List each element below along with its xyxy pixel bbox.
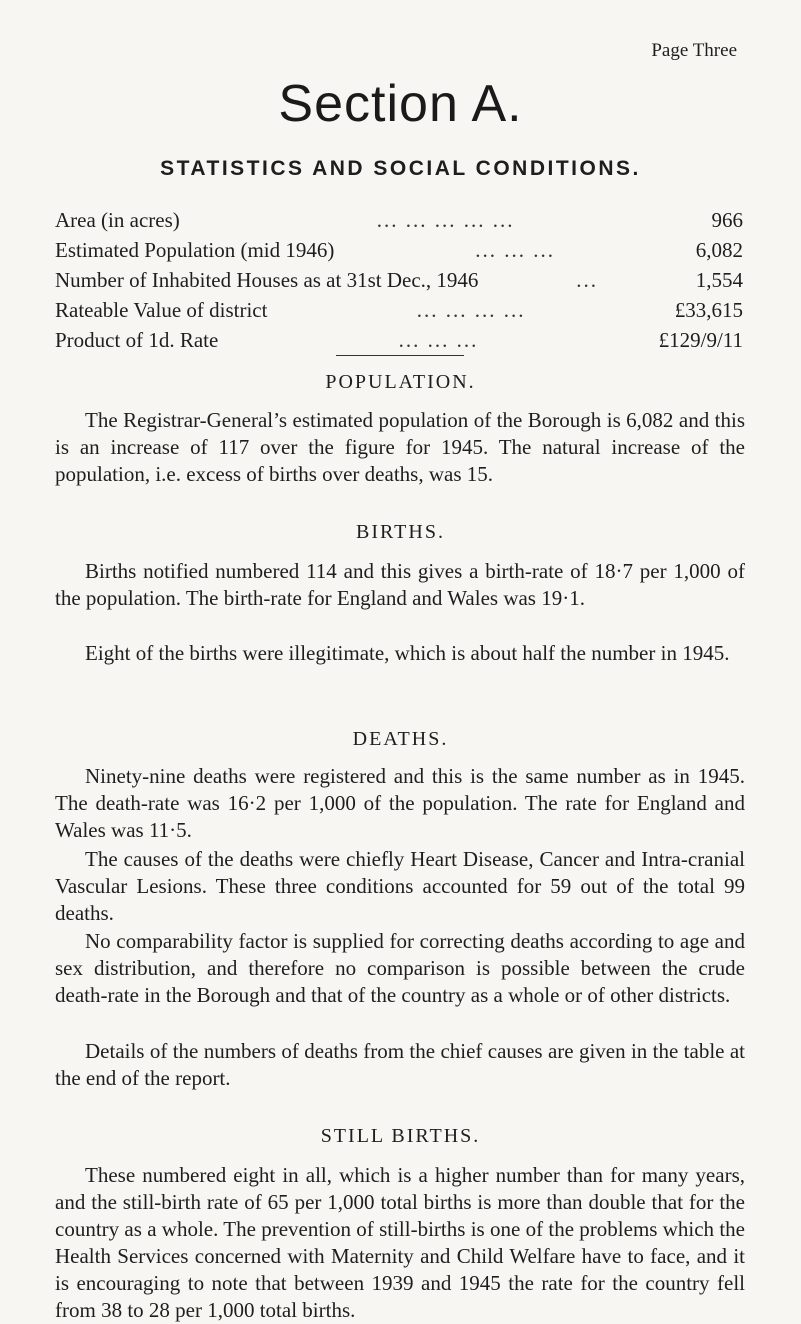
stat-leader-dots: ... ... ... <box>398 328 479 352</box>
section-title: Section A. <box>278 75 523 133</box>
stat-value: £129/9/11 <box>658 328 743 352</box>
divider-rule <box>336 355 464 356</box>
section-subtitle: STATISTICS AND SOCIAL CONDITIONS. <box>160 157 641 180</box>
statistics-list <box>55 205 743 355</box>
paragraph-deaths-details: Details of the numbers of deaths from the chief causes are given in the table at the end of the report. <box>55 1039 745 1090</box>
stat-value: 6,082 <box>695 238 743 262</box>
stat-row-area <box>55 205 743 235</box>
stat-value: £33,615 <box>674 298 743 322</box>
stat-row-houses <box>55 265 743 295</box>
stat-label: Product of 1d. Rate <box>55 328 219 352</box>
heading-population: POPULATION. <box>325 371 476 393</box>
stat-row-population <box>55 235 743 265</box>
page-number: Page Three <box>651 40 737 61</box>
heading-deaths: DEATHS. <box>352 728 449 750</box>
stat-row-penny-rate <box>55 325 743 355</box>
stat-leader-dots: ... ... ... ... <box>416 298 526 322</box>
paragraph-still-births: These numbered eight in all, which is a higher number than for many years, and the still-birth rate of 65 per 1,000 total births is more than double that for the country as a whole. The prevention of still-births is one of the problems which the Health Services concerned with Maternity and Child Welfare have to face, and it is encouraging to note that between 1939 and 1945 the rate for the country fell from 38 to 28 per 1,000 total births. <box>55 1163 745 1322</box>
stat-leader-dots: ... ... ... ... ... <box>376 208 515 232</box>
paragraph-population: The Registrar-General’s estimated population of the Borough is 6,082 and this is an increase of 117 over the figure for 1945. The natural increase of the population, i.e. excess of births over deaths, was 15. <box>55 408 745 486</box>
stat-label: Area (in acres) <box>55 208 180 232</box>
heading-births: BIRTHS. <box>356 521 445 543</box>
paragraph-births-illegitimate: Eight of the births were illegitimate, which is about half the number in 1945. <box>85 641 730 665</box>
paragraph-deaths-causes: The causes of the deaths were chiefly Heart Disease, Cancer and Intra-cranial Vascular Lesions. These three conditions accounted for 59 out of the total 99 deaths. <box>55 847 745 925</box>
paragraph-deaths-comparability: No comparability factor is supplied for correcting deaths according to age and sex distribution, and therefore no comparison is possible between the crude death-rate in the Borough and that of the country as a whole or of other districts. <box>55 929 745 1007</box>
stat-value: 966 <box>711 208 743 232</box>
stat-row-rateable-value <box>55 295 743 325</box>
stat-label: Rateable Value of district <box>55 298 268 322</box>
stat-value: 1,554 <box>695 268 743 292</box>
heading-still-births: STILL BIRTHS. <box>320 1125 481 1147</box>
stat-label: Estimated Population (mid 1946) <box>55 238 335 262</box>
paragraph-deaths-rate: Ninety-nine deaths were registered and this is the same number as in 1945. The death-rate was 16·2 per 1,000 of the population. The rate for England and Wales was 11·5. <box>55 764 745 842</box>
paragraph-births-rate: Births notified numbered 114 and this gives a birth-rate of 18·7 per 1,000 of the population. The birth-rate for England and Wales was 19·1. <box>55 559 745 610</box>
stat-leader-dots: ... ... ... <box>475 238 555 262</box>
stat-leader-dots: ... <box>576 268 598 292</box>
stat-label: Number of Inhabited Houses as at 31st Dec., 1946 <box>55 268 479 292</box>
